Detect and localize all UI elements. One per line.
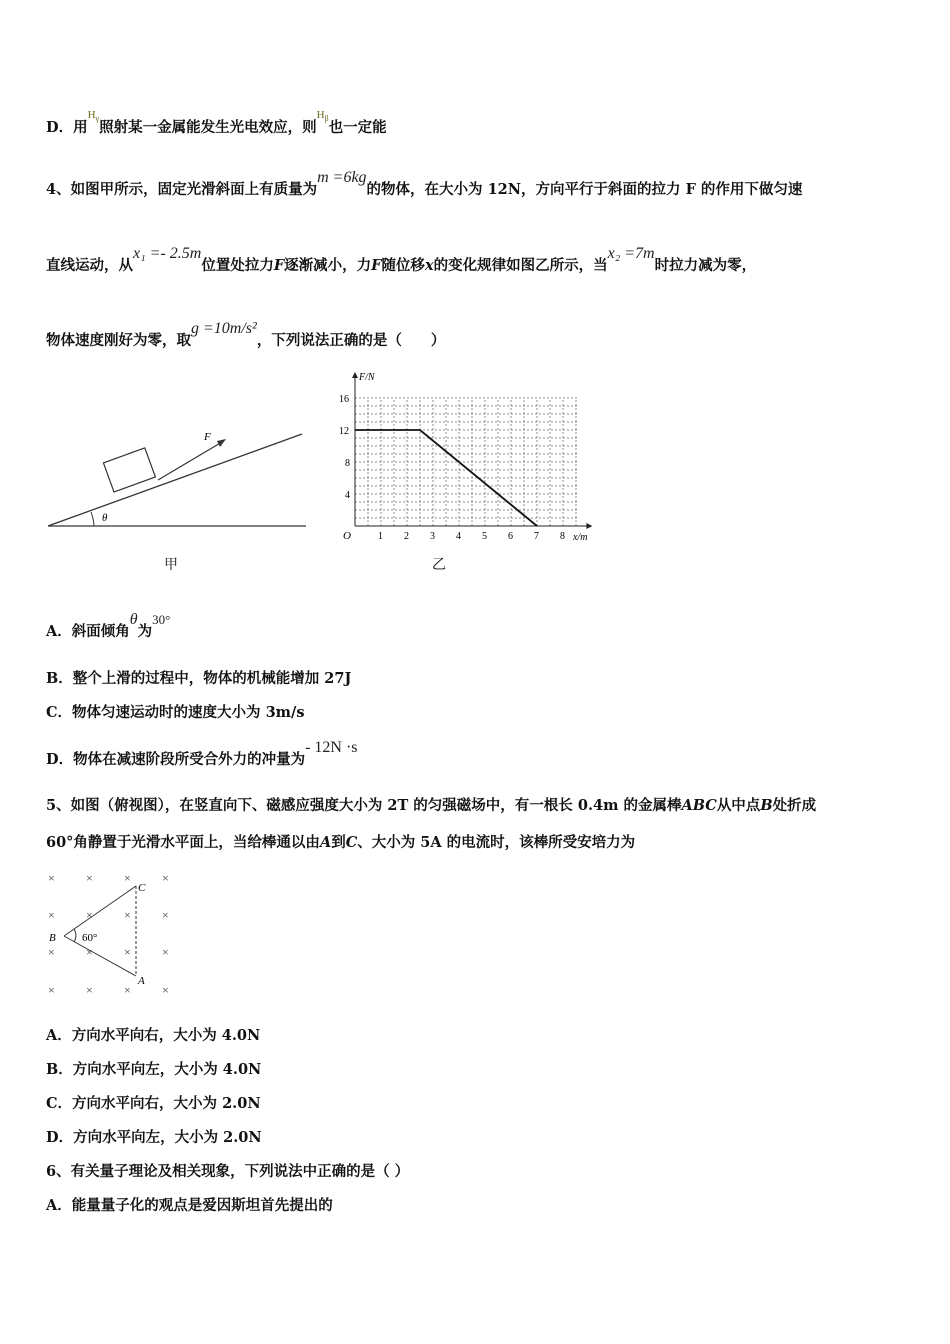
- x-tick-label: 8: [560, 531, 565, 542]
- field-cross-mark: ×: [124, 983, 131, 997]
- caption-jia: 甲: [164, 557, 178, 573]
- label-b: B: [49, 932, 56, 944]
- x2-formula: x₂ =7m: [607, 245, 655, 262]
- x-axis-label: x/m: [573, 532, 588, 543]
- prev-option-d: D．用$^{H_\gamma}$照射某一金属能发生光电效应，则$^{H_\beta}$也一定能: [46, 109, 387, 136]
- field-cross-mark: ×: [162, 945, 169, 959]
- x-axis-arrow: [586, 523, 592, 529]
- field-cross-mark: ×: [48, 908, 55, 922]
- field-cross-mark: ×: [86, 983, 93, 997]
- field-cross-mark: ×: [48, 871, 55, 885]
- field-cross-mark: ×: [86, 945, 93, 959]
- x1-formula: x₁ =- 2.5m: [133, 245, 202, 262]
- q5-option-b: B．方向水平向左，大小为 4.0N: [46, 1061, 262, 1078]
- h-beta-symbol: Hβ: [316, 109, 329, 124]
- q4-option-b: B．整个上滑的过程中，物体的机械能增加 27J: [46, 670, 352, 687]
- field-cross-mark: ×: [162, 983, 169, 997]
- mass-formula: m =6kg: [317, 169, 367, 186]
- field-cross-mark: ×: [162, 871, 169, 885]
- incline-diagram: [44, 420, 314, 550]
- y-axis-label: F/N: [359, 372, 375, 383]
- origin-label: O: [343, 530, 351, 542]
- field-cross-mark: ×: [86, 908, 93, 922]
- block: [103, 448, 155, 492]
- q4-option-d: D．物体在减速阶段所受合外力的冲量为- 12N ·s: [46, 739, 358, 768]
- q5-line-2: 60°角静置于光滑水平面上，当给棒通以由A到C、大小为 5A 的电流时，该棒所受安培力为: [46, 834, 636, 851]
- x-tick-label: 7: [534, 531, 539, 542]
- x-tick-label: 5: [482, 531, 487, 542]
- y-axis-arrow: [352, 372, 358, 378]
- q5-line-1: 5、如图（俯视图），在竖直向下、磁感应强度大小为 2T 的匀强磁场中，有一根长 0.4m 的金属棒ABC从中点B处折成: [46, 797, 817, 814]
- x-tick-label: 3: [430, 531, 435, 542]
- field-cross-mark: ×: [86, 871, 93, 885]
- force-label: F: [204, 431, 211, 443]
- q6-option-a: A．能量量子化的观点是爱因斯坦首先提出的: [46, 1197, 333, 1214]
- y-tick-label: 4: [345, 490, 350, 501]
- field-cross-mark: ×: [124, 871, 131, 885]
- field-cross-mark: ×: [124, 945, 131, 959]
- q4-line-2: 直线运动，从x₁ =- 2.5m位置处拉力F逐渐减小，力F随位移x的变化规律如图乙所示，当x₂ =7m时拉力减为零，: [46, 245, 757, 274]
- caption-yi: 乙: [432, 557, 446, 573]
- q5-option-d: D．方向水平向左，大小为 2.0N: [46, 1129, 262, 1146]
- x-tick-label: 4: [456, 531, 461, 542]
- x-tick-label: 6: [508, 531, 513, 542]
- q4-option-a: A．斜面倾角θ为30°: [46, 611, 171, 640]
- q6-stem: 6、有关量子理论及相关现象，下列说法中正确的是（ ）: [46, 1163, 410, 1180]
- q4-option-c: C．物体匀速运动时的速度大小为 3m/s: [46, 704, 305, 721]
- angle-label: 60°: [82, 932, 98, 944]
- y-tick-label: 8: [345, 458, 350, 469]
- y-tick-label: 12: [339, 426, 349, 437]
- label-a: A: [138, 975, 145, 987]
- magnetic-field-diagram: [40, 866, 190, 1002]
- force-displacement-chart: [330, 366, 600, 546]
- field-cross-mark: ×: [124, 908, 131, 922]
- field-cross-mark: ×: [48, 945, 55, 959]
- field-cross-mark: ×: [48, 983, 55, 997]
- x-tick-label: 1: [378, 531, 383, 542]
- label-c: C: [138, 882, 146, 894]
- option-label: D．用: [46, 119, 88, 136]
- q4-line-3: 物体速度刚好为零，取g =10m/s²，下列说法正确的是（ ）: [46, 320, 446, 349]
- q5-option-a: A．方向水平向右，大小为 4.0N: [46, 1027, 261, 1044]
- field-cross-mark: ×: [162, 908, 169, 922]
- q4-line-1: 4、如图甲所示，固定光滑斜面上有质量为m =6kg的物体，在大小为 12N，方向平行于斜面的拉力 F 的作用下做匀速: [46, 169, 803, 198]
- g-formula: g =10m/s²: [191, 320, 257, 337]
- angle-theta-label: θ: [102, 512, 108, 524]
- y-tick-label: 16: [339, 394, 349, 405]
- x-tick-label: 2: [404, 531, 409, 542]
- h-gamma-symbol: Hγ: [87, 109, 100, 124]
- q5-option-c: C．方向水平向右，大小为 2.0N: [46, 1095, 261, 1112]
